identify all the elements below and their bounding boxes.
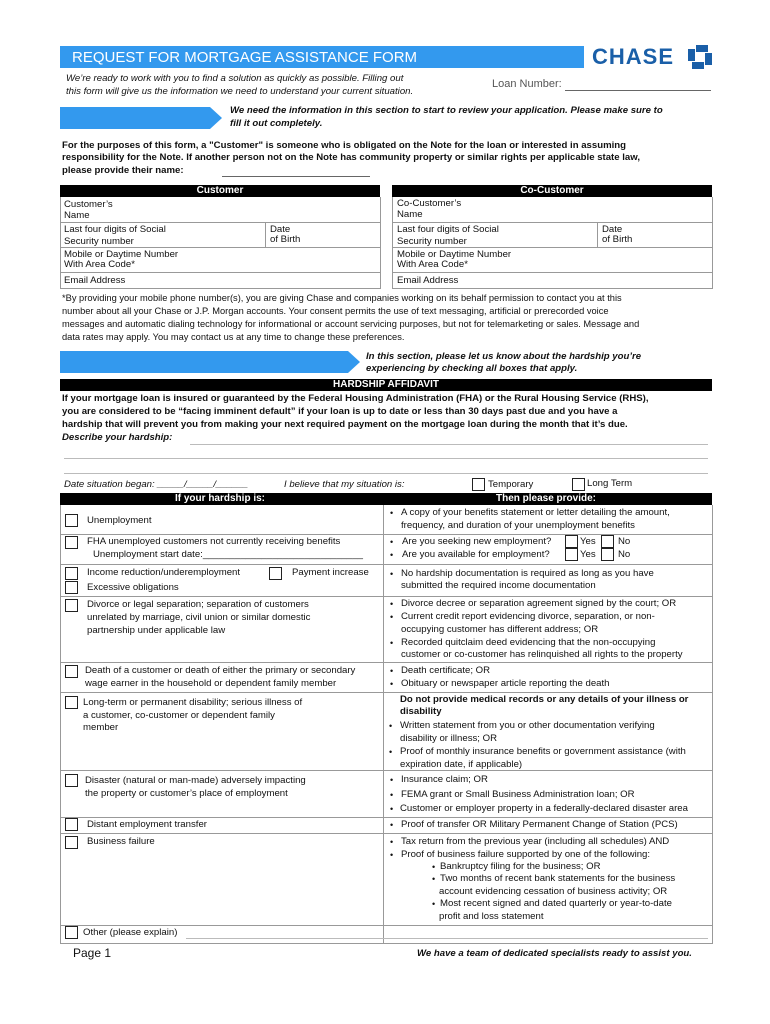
income-reduction-label: Income reduction/underemployment <box>87 567 241 578</box>
business-failure-checkbox[interactable] <box>65 836 78 849</box>
income-doc-1: No hardship documentation is required as long as you have <box>401 568 654 579</box>
illness-checkbox[interactable] <box>65 696 78 709</box>
customer-ssn-label: Last four digits of Social <box>64 224 166 235</box>
cocustomer-header: Co-Customer <box>392 185 712 197</box>
intro-line-1: We’re ready to work with you to find a solution as quickly as possible. Filling out <box>66 73 404 84</box>
chase-logo <box>592 44 714 70</box>
seeking-yes-checkbox[interactable] <box>565 535 578 548</box>
customer-phone-label-2: With Area Code* <box>64 259 135 270</box>
section2-arrow <box>60 351 360 373</box>
section1-arrow <box>60 107 222 129</box>
illness-label-3: member <box>83 722 119 733</box>
illness-label-1: Long-term or permanent disability; serious illness of <box>83 697 303 708</box>
section1-note-1: We need the information in this section to start to review your application. Please make sure to <box>230 105 663 116</box>
cocustomer-phone-label-2: With Area Code* <box>397 259 468 270</box>
loan-number-field[interactable] <box>565 90 711 91</box>
disaster-doc-1: Insurance claim; OR <box>401 774 488 785</box>
bullet: • <box>390 837 394 847</box>
payment-increase-checkbox[interactable] <box>269 567 282 580</box>
section2-note-2: experiencing by checking all boxes that apply. <box>366 363 578 374</box>
customer-phone-label: Mobile or Daytime Number <box>64 249 179 260</box>
customer-email-label: Email Address <box>64 275 126 286</box>
business-failure-label: Business failure <box>87 836 155 847</box>
fha-unemployed-label: FHA unemployed customers not currently receiving benefits <box>87 536 341 547</box>
business-sub-3b: profit and loss statement <box>439 911 544 922</box>
available-yes-checkbox[interactable] <box>565 548 578 561</box>
hardship-affidavit-header: HARDSHIP AFFIDAVIT <box>60 379 712 391</box>
divorce-checkbox[interactable] <box>65 599 78 612</box>
bullet: • <box>390 679 394 689</box>
other-person-name-field[interactable] <box>222 176 370 177</box>
bullet: • <box>390 775 394 785</box>
seeking-no-checkbox[interactable] <box>601 535 614 548</box>
bullet: • <box>390 569 394 579</box>
other-checkbox[interactable] <box>65 926 78 939</box>
bullet: • <box>390 850 394 860</box>
describe-hardship-field[interactable] <box>190 444 708 445</box>
temporary-label: Temporary <box>488 479 534 490</box>
divorce-doc-3b: customer or co-customer has relinquished all rights to the property <box>401 649 683 660</box>
bullet: • <box>390 508 394 518</box>
divorce-doc-2b: occupying customer has different address; OR <box>401 624 599 635</box>
loan-number-label: Loan Number: <box>492 78 562 90</box>
chase-octagon-icon <box>688 45 712 69</box>
divorce-label-2: unrelated by marriage, civil union or similar domestic <box>87 612 311 623</box>
cocustomer-dob-label-2: of Birth <box>602 234 633 245</box>
unemployment-doc-2: frequency, and duration of your unemployment benefits <box>401 520 635 531</box>
customer-dob-label: Date <box>270 224 291 235</box>
divorce-label-3: partnership under applicable law <box>87 625 226 636</box>
section1-note-2: fill it out completely. <box>230 118 323 129</box>
death-label-1: Death of a customer or death of either the primary or secondary <box>85 665 356 676</box>
bullet: • <box>390 804 394 814</box>
situation-label: I believe that my situation is: <box>284 479 405 490</box>
death-checkbox[interactable] <box>65 665 78 678</box>
business-doc-2: Proof of business failure supported by one of the following: <box>401 849 651 860</box>
bullet: • <box>390 550 394 560</box>
disaster-doc-2: FEMA grant or Small Business Administration loan; OR <box>401 789 635 800</box>
business-sub-2b: account evidencing cessation of business activity; OR <box>439 886 668 897</box>
chase-logo-text: CHASE <box>592 44 675 69</box>
distant-transfer-checkbox[interactable] <box>65 818 78 831</box>
available-no-checkbox[interactable] <box>601 548 614 561</box>
available-no-label: No <box>618 549 631 560</box>
illness-doc-2b: expiration date, if applicable) <box>400 759 523 770</box>
illness-warning-1: Do not provide medical records or any details of your illness or <box>400 694 689 705</box>
seeking-employment-label: Are you seeking new employment? <box>402 536 552 547</box>
income-reduction-checkbox[interactable] <box>65 567 78 580</box>
cocustomer-phone-label: Mobile or Daytime Number <box>397 249 512 260</box>
page-number: Page 1 <box>73 946 112 960</box>
bullet: • <box>390 599 394 609</box>
divorce-label-1: Divorce or legal separation; separation of customers <box>87 599 309 610</box>
customer-name-label: Customer’s <box>64 199 113 210</box>
unemployment-checkbox[interactable] <box>65 514 78 527</box>
consent-line-4: data rates may apply. You may contact us at any time to change these preferences. <box>62 332 405 342</box>
bullet: • <box>432 899 436 909</box>
disaster-doc-3: Customer or employer property in a federally-declared disaster area <box>400 803 688 814</box>
customer-definition-1: For the purposes of this form, a "Customer" is someone who is obligated on the Note for the loan or interested in assuming <box>62 140 626 151</box>
unemployment-doc-1: A copy of your benefits statement or letter detailing the amount, <box>401 507 670 518</box>
available-yes-label: Yes <box>580 549 596 560</box>
disaster-label-2: the property or customer’s place of employment <box>85 788 288 799</box>
cocustomer-name-label: Co-Customer’s <box>397 198 462 209</box>
fha-unemployed-checkbox[interactable] <box>65 536 78 549</box>
cocustomer-dob-label: Date <box>602 224 623 235</box>
bullet: • <box>390 537 394 547</box>
bullet: • <box>390 638 394 648</box>
bullet: • <box>390 820 394 830</box>
cocustomer-name-label-2: Name <box>397 209 423 220</box>
customer-ssn-label-2: Security number <box>64 236 134 247</box>
section2-note-1: In this section, please let us know about the hardship you’re <box>366 351 642 362</box>
hardship-left-header: If your hardship is: <box>60 493 380 505</box>
intro-line-2: this form will give us the information we need to understand your current situation. <box>66 86 414 97</box>
cocustomer-ssn-label-2: Security number <box>397 236 467 247</box>
distant-transfer-doc: Proof of transfer OR Military Permanent Change of Station (PCS) <box>401 819 678 830</box>
bullet: • <box>390 790 394 800</box>
customer-definition-3: please provide their name: <box>62 165 184 176</box>
other-explain-field[interactable] <box>186 938 708 939</box>
describe-hardship-label: Describe your hardship: <box>62 432 173 443</box>
illness-label-2: a customer, co-customer or dependent family <box>83 710 275 721</box>
divorce-doc-1: Divorce decree or separation agreement signed by the court; OR <box>401 598 677 609</box>
cocustomer-email-label: Email Address <box>397 275 459 286</box>
payment-increase-label: Payment increase <box>292 567 369 578</box>
customer-definition-2: responsibility for the Note. If another person not on the Note has community property or similar rights per applicable state law, <box>62 152 641 163</box>
affidavit-line-2: you are considered to be “facing imminent default” if your loan is up to date or less than 30 days past due and you have a <box>62 406 618 417</box>
bullet: • <box>390 612 394 622</box>
distant-transfer-label: Distant employment transfer <box>87 819 207 830</box>
describe-hardship-field-2[interactable] <box>64 458 708 459</box>
describe-hardship-field-3[interactable] <box>64 473 708 474</box>
temporary-checkbox[interactable] <box>472 478 485 491</box>
business-sub-3a: Most recent signed and dated quarterly or year-to-date <box>440 898 672 909</box>
business-sub-2a: Two months of recent bank statements for the business <box>440 873 676 884</box>
seeking-yes-label: Yes <box>580 536 596 547</box>
death-doc-1: Death certificate; OR <box>401 665 491 676</box>
disaster-checkbox[interactable] <box>65 774 78 787</box>
bullet: • <box>432 862 436 872</box>
bullet: • <box>389 721 393 731</box>
customer-dob-label-2: of Birth <box>270 234 301 245</box>
income-doc-2: submitted the required income documentation <box>401 580 596 591</box>
unemployment-label: Unemployment <box>87 515 152 526</box>
death-doc-2: Obituary or newspaper article reporting the death <box>401 678 610 689</box>
divorce-doc-3a: Recorded quitclaim deed evidencing that the non-occupying <box>401 637 656 648</box>
seeking-no-label: No <box>618 536 631 547</box>
consent-line-3: messages and automatic dialing technology for informational or account servicing purposes, but not for telemarketing or sales. Message and <box>62 319 640 329</box>
excessive-obligations-label: Excessive obligations <box>87 582 179 593</box>
long-term-label: Long Term <box>587 478 633 489</box>
date-situation-began[interactable]: Date situation began: _____/_____/______ <box>64 479 249 490</box>
death-label-2: wage earner in the household or dependent family member <box>85 678 337 689</box>
excessive-obligations-checkbox[interactable] <box>65 581 78 594</box>
bullet: • <box>390 666 394 676</box>
customer-header: Customer <box>60 185 380 197</box>
unemployment-start-date-field[interactable]: Unemployment start date:______________________________ <box>93 549 363 560</box>
illness-doc-1b: disability or illness; OR <box>400 733 498 744</box>
illness-doc-1a: Written statement from you or other documentation verifying <box>400 720 655 731</box>
cocustomer-ssn-label: Last four digits of Social <box>397 224 499 235</box>
footer-tagline: We have a team of dedicated specialists ready to assist you. <box>417 948 692 959</box>
divorce-doc-2a: Current credit report evidencing divorce, separation, or non- <box>401 611 655 622</box>
consent-line-2: number about all your Chase or J.P. Morgan accounts. Your consent permits the use of text messaging, artificial or prerecorded voice <box>62 306 609 316</box>
illness-doc-2a: Proof of monthly insurance benefits or government assistance (with <box>400 746 686 757</box>
consent-line-1: *By providing your mobile phone number(s), you are giving Chase and companies working on its behalf permission to contact you at this <box>62 293 622 303</box>
affidavit-line-1: If your mortgage loan is insured or guaranteed by the Federal Housing Administration (FHA) or the Rural Housing Service (RHS), <box>62 393 649 404</box>
business-doc-1: Tax return from the previous year (including all schedules) AND <box>401 836 670 847</box>
bullet: • <box>432 874 436 884</box>
affidavit-line-3: hardship that will prevent you from making your next required payment on the mortgage loan during the month that it’s due. <box>62 419 628 430</box>
available-employment-label: Are you available for employment? <box>402 549 550 560</box>
illness-warning-2: disability <box>400 706 442 717</box>
other-label: Other (please explain) <box>83 927 178 938</box>
disaster-label-1: Disaster (natural or man-made) adversely impacting <box>85 775 306 786</box>
page-title: REQUEST FOR MORTGAGE ASSISTANCE FORM <box>72 49 418 66</box>
business-sub-1: Bankruptcy filing for the business; OR <box>440 861 601 872</box>
long-term-checkbox[interactable] <box>572 478 585 491</box>
customer-name-label-2: Name <box>64 210 90 221</box>
hardship-right-header: Then please provide: <box>380 493 712 505</box>
bullet: • <box>389 747 393 757</box>
